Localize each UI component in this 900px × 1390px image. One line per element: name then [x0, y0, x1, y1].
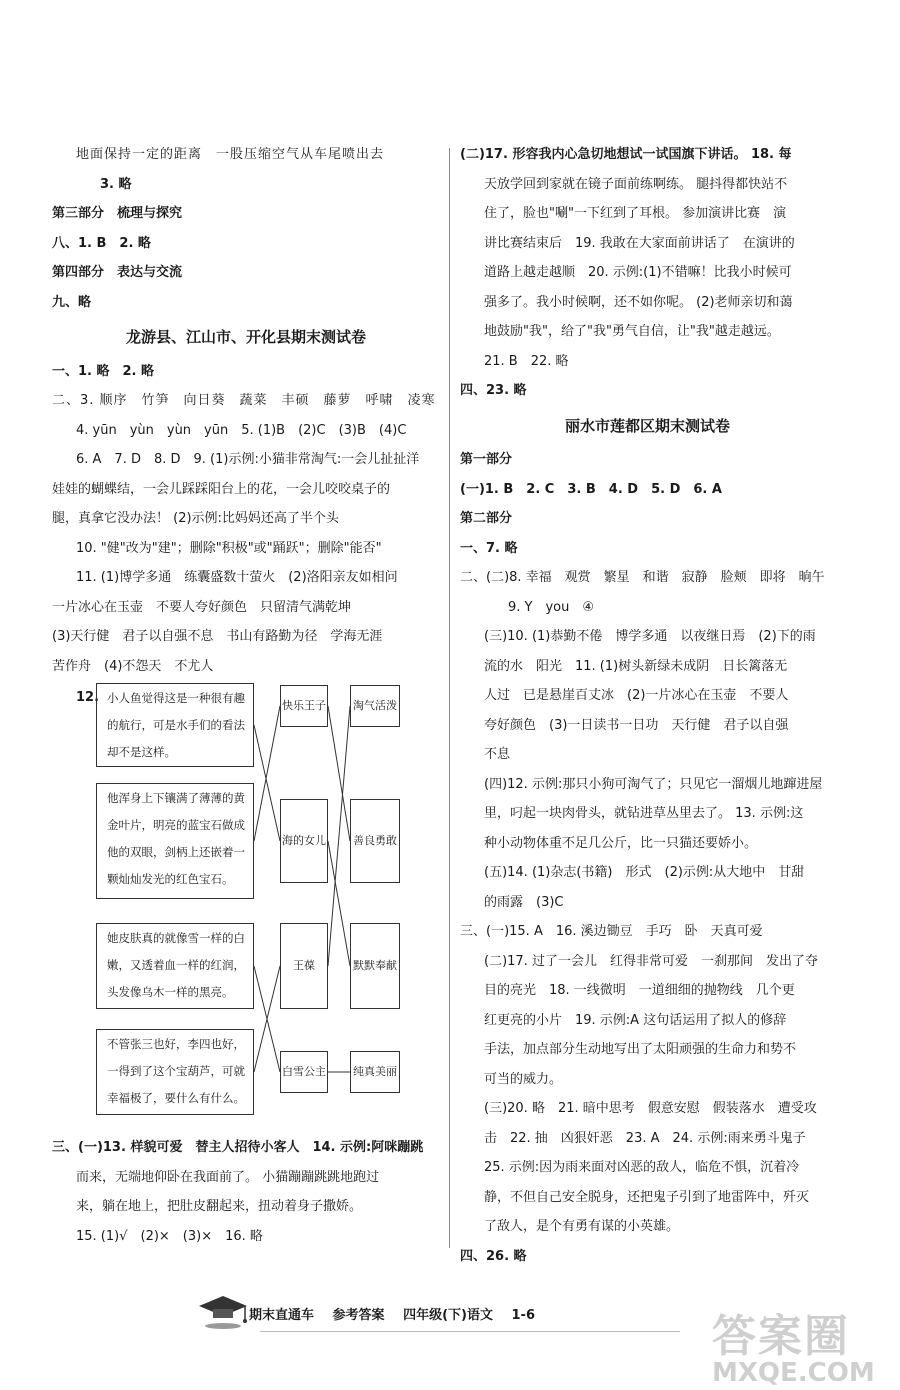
character-name-box: 白雪公主 [280, 1051, 328, 1093]
watermark [712, 1300, 887, 1388]
answer-line: 流的水 阳光 11. (1)树头新绿未成阴 日长篱落无 [484, 658, 788, 674]
answer-line: 静，不但自己安全脱身，还把鬼子引到了地雷阵中，歼灭 [484, 1189, 810, 1205]
match-line [254, 706, 280, 841]
page-number: 1-6 [511, 1308, 536, 1323]
answer-line: (二)17. 形容我内心急切地想试一试国旗下讲话。 18. 每 [460, 147, 792, 162]
answer-line: 红更亮的小片 19. 示例:A 这句话运用了拟人的修辞 [484, 1012, 787, 1028]
page-footer [195, 1304, 549, 1323]
answer-line: 一、7. 略 [460, 540, 518, 556]
book-title: 期末直通车 [249, 1308, 315, 1323]
character-name-box: 海的女儿 [280, 799, 328, 883]
passage-box: 她皮肤真的就像雪一样的白嫩，又透着血一样的红润，头发像乌木一样的黑亮。 [96, 923, 254, 1009]
answer-line: 地面保持一定的距离 一股压缩空气从车尾喷出去 [76, 147, 385, 162]
right-column [460, 140, 835, 1271]
exam-title: 龙游县、江山市、开化县期末测试卷 [125, 328, 366, 346]
answer-line: 而来，无端地仰卧在我面前了。 小猫蹦蹦跳跳地跑过 [76, 1169, 380, 1185]
answer-line: (四)12. 示例:那只小狗可淘气了；只见它一溜烟儿地蹿进屋 [484, 776, 823, 792]
trait-box: 默默奉献 [350, 923, 400, 1009]
footer-section: 参考答案 [332, 1308, 385, 1323]
trait-box: 淘气活泼 [350, 685, 400, 727]
answer-line: 9. Y you ④ [508, 599, 595, 615]
answer-line: (三)20. 略 21. 暗中思考 假意安慰 假装落水 遭受攻 [484, 1101, 817, 1116]
answer-line: (3)天行健 君子以自强不息 书山有路勤为径 学海无涯 [52, 629, 383, 644]
passage-box: 小人鱼觉得这是一种很有趣的航行，可是水手们的看法却不是这样。 [96, 683, 254, 767]
footer-rule [260, 1331, 680, 1332]
match-lines [52, 683, 440, 1133]
answer-line: 腿，真拿它没办法！ (2)示例:比妈妈还高了半个头 [52, 511, 339, 526]
answer-line: 3. 略 [100, 176, 132, 192]
answer-line: 4. yūn yùn yùn yūn 5. (1)B (2)C (3)B (4)C [76, 422, 407, 438]
answer-line: 二、3. 顺序 竹笋 向日葵 蔬菜 丰硕 藤萝 呼啸 凌寒 [52, 393, 436, 408]
section-heading: 第二部分 [460, 511, 513, 526]
answer-line: 夸好颜色 (3)一日读书一日功 天行健 君子以自强 [484, 717, 789, 733]
answer-line: 天放学回到家就在镜子面前练啊练。 腿抖得都快站不 [484, 176, 788, 192]
trait-box: 纯真美丽 [350, 1051, 400, 1093]
answer-line: 一片冰心在玉壶 不要人夸好颜色 只留清气满乾坤 [52, 599, 352, 615]
answer-line: 击 22. 抽 凶狠奸恶 23. A 24. 示例:雨来勇斗鬼子 [484, 1130, 806, 1146]
answer-line: 可当的威力。 [484, 1071, 563, 1087]
answer-line: 里，叼起一块肉骨头，就钻进草丛里去了。 13. 示例:这 [484, 806, 804, 821]
answer-line: 住了，脸也"唰"一下红到了耳根。 参加演讲比赛 演 [484, 206, 787, 221]
answer-line: 道路上越走越顺 20. 示例:(1)不错嘛！比我小时候可 [484, 265, 792, 280]
answer-line: 地鼓励"我"，给了"我"勇气自信，让"我"越走越远。 [484, 324, 780, 339]
answer-line: 强多了。我小时候啊，还不如你呢。 (2)老师亲切和蔼 [484, 294, 793, 310]
answer-line: 讲比赛结束后 19. 我敢在大家面前讲话了 在演讲的 [484, 235, 795, 251]
answer-line: 三、(一)13. 样貌可爱 替主人招待小客人 14. 示例:阿咪蹦跳 [52, 1140, 424, 1155]
question-number: 12. [76, 690, 100, 705]
answer-line: (二)17. 过了一会儿 红得非常可爱 一刹那间 发出了夺 [484, 953, 818, 969]
answer-line: 四、23. 略 [460, 383, 527, 398]
answer-line: 一、1. 略 2. 略 [52, 363, 155, 379]
answer-line: 了敌人，是个有勇有谋的小英雄。 [484, 1219, 680, 1234]
answer-line: 21. B 22. 略 [484, 353, 569, 369]
answer-line: 来，躺在地上，把肚皮翻起来，扭动着身子撒娇。 [76, 1199, 363, 1214]
match-line [328, 706, 350, 966]
match-line [328, 706, 350, 841]
answer-line: 目的亮光 18. 一线微明 一道细细的抛物线 几个更 [484, 983, 795, 998]
answer-line: 八、1. B 2. 略 [52, 235, 151, 251]
section-heading: 第一部分 [460, 452, 513, 467]
answer-line: 的雨露 (3)C [484, 894, 564, 910]
character-name-box: 王葆 [280, 923, 328, 1009]
section-heading: 第三部分 梳理与探究 [52, 206, 183, 221]
answer-line: 九、略 [52, 294, 92, 310]
column-divider [449, 148, 450, 1248]
answer-line: (五)14. (1)杂志(书籍) 形式 (2)示例:从大地中 甘甜 [484, 865, 805, 880]
passage-box: 不管张三也好，李四也好，一得到了这个宝葫芦，可就幸福极了，要什么有什么。 [96, 1029, 254, 1115]
answer-line: 三、(一)15. A 16. 溪边锄豆 手巧 卧 天真可爱 [460, 924, 763, 939]
answer-line: 种小动物体重不足几公斤，比一只猫还要娇小。 [484, 835, 758, 851]
match-line [254, 725, 280, 841]
answer-line: 6. A 7. D 8. D 9. (1)示例:小猫非常淘气:一会儿扯扯洋 [76, 452, 420, 467]
character-name-box: 快乐王子 [280, 685, 328, 727]
answer-line: 娃娃的蝴蝶结，一会儿踩踩阳台上的花，一会儿咬咬桌子的 [52, 481, 391, 497]
passage-box: 他浑身上下镶满了薄薄的黄金叶片，明亮的蓝宝石做成他的双眼，剑柄上还嵌着一颗灿灿发光的红色宝石。 [96, 783, 254, 899]
answer-line: 苦作舟 (4)不怨天 不尤人 [52, 658, 214, 674]
answer-line: 手法，加点部分生动地写出了太阳顽强的生命力和势不 [484, 1042, 797, 1057]
left-column [52, 140, 440, 1251]
watermark-text: 答案圈 [712, 1311, 850, 1362]
watermark-url: MXQE.COM [712, 1358, 875, 1388]
answer-line: 二、(二)8. 幸福 观赏 繁星 和谐 寂静 脸颊 即将 晌午 [460, 570, 825, 585]
matching-diagram [52, 683, 440, 1133]
exam-title: 丽水市莲都区期末测试卷 [564, 416, 730, 435]
match-line [328, 841, 350, 966]
answer-line: 15. (1)√ (2)× (3)× 16. 略 [76, 1228, 263, 1244]
answer-line: 不息 [484, 747, 511, 762]
answer-line: (一)1. B 2. C 3. B 4. D 5. D 6. A [460, 481, 722, 497]
answer-line: 10. "健"改为"建"；删除"积极"或"踊跃"；删除"能否" [76, 540, 382, 556]
answer-line: 四、26. 略 [460, 1248, 527, 1264]
trait-box: 善良勇敢 [350, 799, 400, 883]
footer-grade: 四年级(下)语文 [403, 1308, 493, 1323]
answer-line: (三)10. (1)恭勤不倦 博学多通 以夜继日焉 (2)下的雨 [484, 629, 816, 644]
answer-line: 人过 已是悬崖百丈冰 (2)一片冰心在玉壶 不要人 [484, 688, 789, 703]
section-heading: 第四部分 表达与交流 [52, 265, 183, 280]
answer-line: 11. (1)博学多通 练囊盛数十萤火 (2)洛阳亲友如相问 [76, 570, 398, 585]
answer-line: 25. 示例:因为雨来面对凶恶的敌人，临危不惧，沉着冷 [484, 1160, 800, 1175]
